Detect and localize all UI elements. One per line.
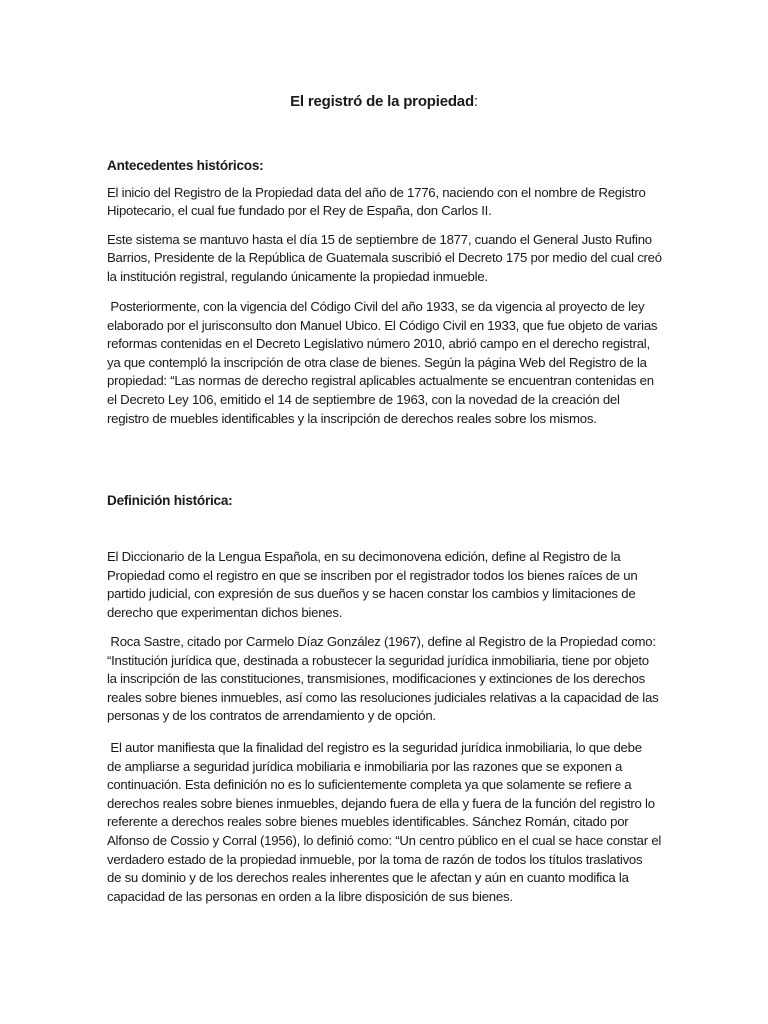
paragraph (107, 739, 667, 906)
text-line: Propiedad como el registro en que se inscriben por el registrador todos los bienes raíces de un (107, 567, 638, 583)
section-heading-definicion: Definición histórica: (107, 493, 233, 508)
text-line: la inscripción de las constituciones, transmisiones, modificaciones y extinciones de los derechos (107, 671, 645, 687)
text-line: Alfonso de Cossio y Corral (1956), lo definió como: “Un centro público en el cual se hace constar el (107, 832, 662, 848)
text-line: propiedad: “Las normas de derecho registral aplicables actualmente se encuentran contenidas en (107, 373, 654, 389)
text-line: Roca Sastre, citado por Carmelo Díaz González (1967), define al Registro de la Propiedad como: (107, 634, 656, 649)
text-line: de ampliarse a seguridad jurídica mobiliaria e inmobiliaria por las razones que se exponen a (107, 758, 623, 774)
paragraph (107, 548, 667, 622)
text-line: reformas contenidas en el Decreto Legislativo número 2010, abrió campo en el derecho registral, (107, 336, 650, 352)
text-line: verdadero estado de la propiedad inmueble, por la toma de razón de todos los títulos traslativos (107, 851, 643, 867)
text-line: el Decreto Ley 106, emitido el 14 de septiembre de 1963, con la novedad de la creación del (107, 391, 620, 407)
text-line: Barrios, Presidente de la República de Guatemala suscribió el Decreto 175 por medio del cual creó (107, 250, 662, 266)
text-line: capacidad de las personas en orden a la libre disposición de sus bienes. (107, 888, 513, 904)
text-line: Hipotecario, el cual fue fundado por el Rey de España, don Carlos II. (107, 203, 492, 219)
text-line: derecho que experimentan dichos bienes. (107, 604, 343, 620)
title-colon: : (473, 93, 478, 110)
page-title (0, 92, 768, 112)
text-line: registro de muebles identificables y la inscripción de derechos reales sobre los mismos. (107, 410, 597, 426)
text-line: reales sobre bienes inmuebles, así como las resoluciones judiciales relativas a la capacidad de las (107, 689, 659, 705)
text-line: referente a derechos reales sobre bienes muebles identificables. Sánchez Román, citado por (107, 814, 629, 830)
text-line: derechos reales sobre bienes inmuebles, dejando fuera de ella y fuera de la función del registro lo (107, 795, 655, 811)
text-line: partido judicial, con expresión de sus dueños y se hacen constar los cambios y limitaciones de (107, 586, 636, 602)
text-line: El autor manifiesta que la finalidad del registro es la seguridad jurídica inmobiliaria, lo que debe (107, 740, 642, 755)
text-line: Posteriormente, con la vigencia del Código Civil del año 1933, se da vigencia al proyecto de ley (107, 299, 645, 314)
text-line: personas y de los contratos de arrendamiento y de opción. (107, 708, 436, 724)
title-text: El registró de la propiedad (290, 93, 474, 110)
text-line: de su dominio y de los derechos reales inherentes que le afectan y aún en cuanto modifica la (107, 870, 629, 886)
text-line: Este sistema se mantuvo hasta el día 15 de septiembre de 1877, cuando el General Justo Rufino (107, 232, 652, 247)
text-line: la institución registral, regulando únicamente la propiedad inmueble. (107, 268, 488, 284)
text-line: El Diccionario de la Lengua Española, en su decimonovena edición, define al Registro de la (107, 549, 621, 564)
text-line: El inicio del Registro de la Propiedad data del año de 1776, naciendo con el nombre de Registro (107, 185, 646, 200)
paragraph (107, 633, 667, 726)
text-line: “Institución jurídica que, destinada a robustecer la seguridad jurídica inmobiliaria, tiene por objeto (107, 652, 649, 668)
text-line: ya que contempló la inscripción de otra clase de bienes. Según la página Web del Registro de la (107, 354, 647, 370)
paragraph (107, 298, 667, 428)
paragraph (107, 184, 667, 221)
section-heading-antecedentes: Antecedentes históricos: (107, 158, 264, 173)
text-line: continuación. Esta definición no es lo suficientemente completa ya que solamente se refiere a (107, 777, 632, 793)
text-line: elaborado por el jurisconsulto don Manuel Ubico. El Código Civil en 1933, que fue objeto de varias (107, 317, 658, 333)
paragraph (107, 231, 667, 286)
